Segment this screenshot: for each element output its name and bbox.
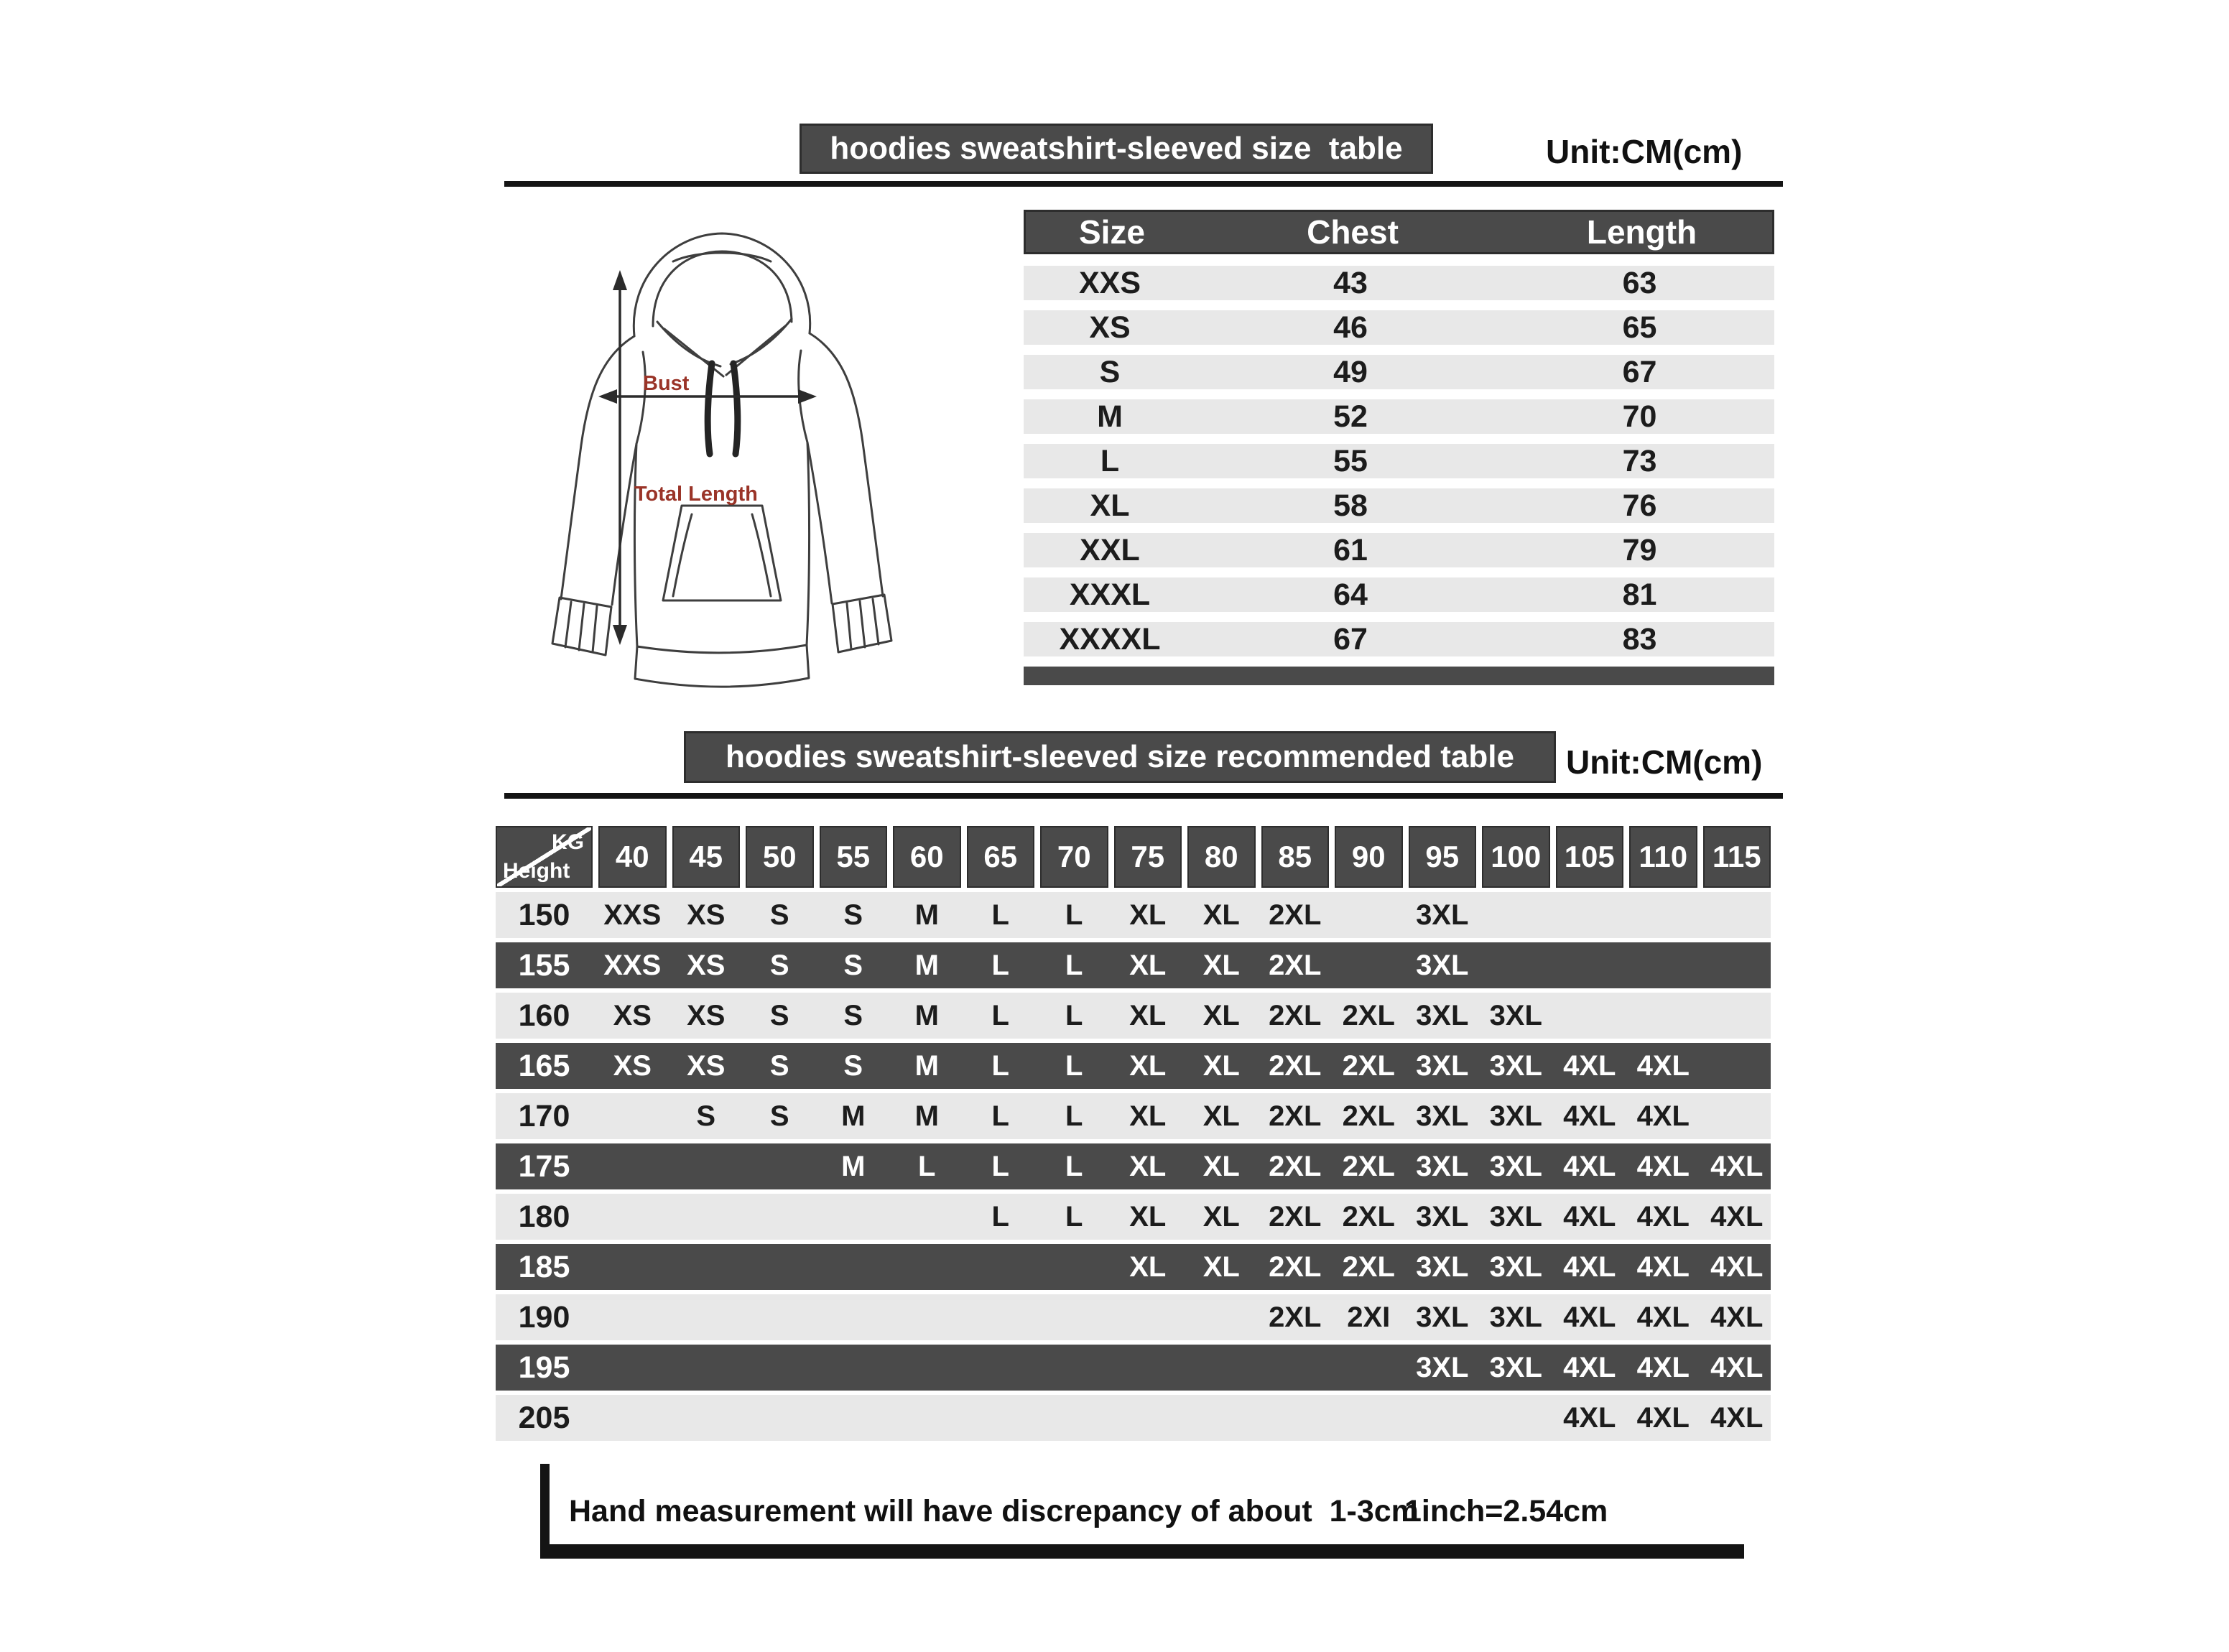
- matrix-size-cell: M: [914, 1049, 939, 1082]
- matrix-size-cell: 4XL: [1563, 1301, 1616, 1333]
- matrix-size-cell: 4XL: [1710, 1150, 1764, 1182]
- matrix-height-label: 160: [518, 998, 570, 1033]
- matrix-size-cell: 4XL: [1563, 1351, 1616, 1383]
- size-table-row: [1024, 488, 1774, 523]
- matrix-corner-cell: [496, 826, 593, 888]
- matrix-size-cell: 3XL: [1489, 1100, 1542, 1132]
- size-table-row: [1024, 266, 1774, 300]
- size-table-body: [1024, 266, 1774, 656]
- matrix-size-cell: L: [1065, 949, 1083, 981]
- matrix-size-cell: L: [1065, 1049, 1083, 1082]
- matrix-size-cell: L: [991, 949, 1009, 981]
- size-table-cell-size: XS: [1089, 310, 1131, 345]
- matrix-size-cell: S: [769, 1100, 789, 1132]
- matrix-size-cell: 4XL: [1636, 1351, 1690, 1383]
- matrix-size-cell: M: [841, 1100, 866, 1132]
- inch-conversion-note: 1inch=2.54cm: [1404, 1494, 1608, 1528]
- matrix-body: [496, 892, 1771, 1441]
- matrix-size-cell: XL: [1202, 1250, 1240, 1283]
- matrix-height-label: 195: [518, 1350, 570, 1385]
- matrix-row: [496, 942, 1771, 988]
- matrix-weight-header-cell: 60: [893, 826, 961, 888]
- size-table-cell-length: 81: [1622, 577, 1657, 612]
- matrix-size-cell: XL: [1129, 999, 1167, 1031]
- matrix-weight-header-cell: 40: [598, 826, 667, 888]
- matrix-size-cell: 2XL: [1342, 999, 1395, 1031]
- matrix-header-row: [496, 826, 1771, 888]
- matrix-size-cell: 4XL: [1636, 1200, 1690, 1233]
- matrix-size-cell: 3XL: [1489, 1301, 1542, 1333]
- matrix-size-cell: L: [991, 1200, 1009, 1233]
- matrix-size-cell: XL: [1129, 1200, 1167, 1233]
- matrix-size-cell: 2XI: [1347, 1301, 1391, 1333]
- matrix-size-cell: L: [991, 1100, 1009, 1132]
- matrix-size-cell: L: [1065, 899, 1083, 931]
- size-table-row: [1024, 355, 1774, 389]
- matrix-size-cell: 4XL: [1563, 1100, 1616, 1132]
- matrix-weight-header-cell: 55: [820, 826, 888, 888]
- size-table-cell-length: 83: [1622, 622, 1657, 656]
- matrix-size-cell: XS: [613, 999, 652, 1031]
- size-table-cell-size: XXS: [1078, 266, 1141, 300]
- bust-label: Bust: [643, 372, 690, 395]
- matrix-size-cell: S: [843, 1049, 863, 1082]
- matrix-size-cell: XXS: [603, 949, 662, 981]
- matrix-size-cell: 2XL: [1342, 1150, 1395, 1182]
- drawstring-right: [733, 363, 738, 454]
- size-table-cell-size: M: [1097, 399, 1123, 434]
- size-table-cell-length: 76: [1622, 488, 1657, 523]
- matrix-size-cell: XL: [1129, 1250, 1167, 1283]
- matrix-weight-header-cell: 115: [1703, 826, 1771, 888]
- size-table-cell-chest: 67: [1333, 622, 1368, 656]
- matrix-size-cell: M: [841, 1150, 866, 1182]
- matrix-height-label: 150: [518, 897, 570, 932]
- matrix-size-cell: 3XL: [1489, 1351, 1542, 1383]
- matrix-size-cell: 3XL: [1416, 1301, 1469, 1333]
- size-table-row: [1024, 622, 1774, 656]
- measurement-note: Hand measurement will have discrepancy of about 1-3cm: [569, 1494, 1419, 1528]
- matrix-size-cell: XXS: [603, 899, 662, 931]
- matrix-row: [496, 1395, 1771, 1441]
- size-table-cell-length: 73: [1622, 444, 1657, 478]
- matrix-size-cell: XL: [1129, 1049, 1167, 1082]
- matrix-size-cell: L: [1065, 1150, 1083, 1182]
- matrix-size-cell: 2XL: [1269, 1250, 1322, 1283]
- matrix-size-cell: L: [991, 1150, 1009, 1182]
- matrix-height-label: 165: [518, 1048, 570, 1083]
- matrix-size-cell: XS: [613, 1049, 652, 1082]
- matrix-height-label: 175: [518, 1148, 570, 1184]
- size-table: [1024, 210, 1774, 685]
- matrix-weight-header-cell: 45: [672, 826, 741, 888]
- matrix-size-cell: 3XL: [1416, 1250, 1469, 1283]
- matrix-size-cell: XL: [1202, 1049, 1240, 1082]
- matrix-size-cell: XS: [687, 1049, 726, 1082]
- matrix-weight-header-cell: 85: [1261, 826, 1330, 888]
- matrix-size-cell: 2XL: [1342, 1049, 1395, 1082]
- matrix-size-cell: M: [914, 949, 939, 981]
- size-table-cell-length: 67: [1622, 355, 1657, 389]
- recommended-table-title: hoodies sweatshirt-sleeved size recommended table: [726, 739, 1514, 774]
- matrix-size-cell: S: [769, 1049, 789, 1082]
- matrix-size-cell: 3XL: [1416, 899, 1469, 931]
- matrix-size-cell: S: [843, 899, 863, 931]
- matrix-weight-header-cell: 100: [1482, 826, 1550, 888]
- hoodie-outline: [552, 233, 891, 687]
- size-table-cell-chest: 64: [1333, 577, 1368, 612]
- size-table-cell-size: XXL: [1080, 533, 1140, 567]
- matrix-row: [496, 1294, 1771, 1340]
- matrix-size-cell: 2XL: [1269, 1150, 1322, 1182]
- matrix-weight-header-cell: 90: [1335, 826, 1403, 888]
- matrix-size-cell: 4XL: [1636, 1100, 1690, 1132]
- matrix-height-label: 190: [518, 1299, 570, 1335]
- matrix-size-cell: XL: [1129, 1100, 1167, 1132]
- matrix-size-cell: 4XL: [1710, 1351, 1764, 1383]
- matrix-size-cell: 3XL: [1489, 999, 1542, 1031]
- matrix-size-cell: L: [991, 899, 1009, 931]
- matrix-weight-header-cell: 95: [1409, 826, 1477, 888]
- matrix-size-cell: XS: [687, 999, 726, 1031]
- matrix-size-cell: S: [769, 999, 789, 1031]
- matrix-size-cell: S: [769, 899, 789, 931]
- size-table-cell-size: XL: [1090, 488, 1130, 523]
- matrix-size-cell: L: [1065, 1200, 1083, 1233]
- size-table-cell-chest: 55: [1333, 444, 1368, 478]
- matrix-size-cell: 2XL: [1269, 949, 1322, 981]
- size-table-cell-chest: 52: [1333, 399, 1368, 434]
- separator-line-middle: [504, 793, 1783, 799]
- matrix-height-label: 185: [518, 1249, 570, 1284]
- size-table-unit-label: Unit:CM(cm): [1546, 133, 1743, 170]
- matrix-size-cell: 3XL: [1416, 1049, 1469, 1082]
- corner-kg-label: KG: [552, 830, 584, 854]
- matrix-weight-header-cell: 110: [1629, 826, 1697, 888]
- matrix-row: [496, 1093, 1771, 1139]
- matrix-size-cell: 3XL: [1416, 1200, 1469, 1233]
- matrix-size-cell: 4XL: [1563, 1250, 1616, 1283]
- matrix-row: [496, 1345, 1771, 1391]
- matrix-size-cell: 4XL: [1636, 1150, 1690, 1182]
- matrix-size-cell: 4XL: [1636, 1049, 1690, 1082]
- matrix-size-cell: 4XL: [1710, 1200, 1764, 1233]
- matrix-size-cell: 2XL: [1342, 1100, 1395, 1132]
- matrix-weight-header-cell: 70: [1040, 826, 1108, 888]
- matrix-size-cell: 3XL: [1416, 1100, 1469, 1132]
- matrix-size-cell: XL: [1202, 1150, 1240, 1182]
- size-table-row: [1024, 444, 1774, 478]
- size-table-cell-size: XXXXL: [1059, 622, 1161, 656]
- matrix-size-cell: XL: [1202, 1100, 1240, 1132]
- size-table-cell-chest: 43: [1333, 266, 1368, 300]
- matrix-weight-header-cell: 65: [967, 826, 1035, 888]
- size-table-title-bar: [800, 124, 1433, 174]
- size-table-cell-length: 70: [1622, 399, 1657, 434]
- size-table-cell-length: 79: [1622, 533, 1657, 567]
- size-table-header-length: Length: [1586, 213, 1697, 251]
- corner-height-label: Height: [503, 859, 570, 883]
- matrix-size-cell: L: [991, 1049, 1009, 1082]
- matrix-height-label: 170: [518, 1098, 570, 1133]
- matrix-size-cell: XL: [1129, 1150, 1167, 1182]
- matrix-size-cell: S: [843, 999, 863, 1031]
- footer-left-bar: [540, 1464, 550, 1544]
- size-table-header-size: Size: [1078, 213, 1146, 251]
- matrix-size-cell: 3XL: [1416, 949, 1469, 981]
- recommended-matrix: [496, 826, 1771, 1441]
- size-table-cell-chest: 61: [1333, 533, 1368, 567]
- matrix-weight-header-cell: 50: [746, 826, 814, 888]
- matrix-size-cell: L: [918, 1150, 936, 1182]
- matrix-size-cell: L: [1065, 1100, 1083, 1132]
- size-table-header: [1024, 210, 1774, 254]
- matrix-size-cell: 4XL: [1563, 1049, 1616, 1082]
- size-table-title: hoodies sweatshirt-sleeved size table: [830, 131, 1403, 166]
- total-length-label: Total Length: [634, 483, 758, 506]
- matrix-size-cell: 3XL: [1416, 999, 1469, 1031]
- size-table-cell-length: 65: [1622, 310, 1657, 345]
- matrix-size-cell: 4XL: [1563, 1200, 1616, 1233]
- matrix-weight-header-cell: 105: [1556, 826, 1624, 888]
- matrix-row: [496, 1043, 1771, 1089]
- matrix-size-cell: 3XL: [1489, 1150, 1542, 1182]
- matrix-size-cell: 2XL: [1269, 1049, 1322, 1082]
- size-table-cell-chest: 58: [1333, 488, 1368, 523]
- matrix-size-cell: 2XL: [1269, 899, 1322, 931]
- matrix-size-cell: XL: [1202, 949, 1240, 981]
- matrix-size-cell: 4XL: [1636, 1250, 1690, 1283]
- separator-line-top: [504, 181, 1783, 187]
- matrix-row: [496, 993, 1771, 1039]
- drawstring-left: [708, 363, 712, 454]
- size-table-cell-size: XXXL: [1069, 577, 1151, 612]
- matrix-size-cell: 4XL: [1563, 1150, 1616, 1182]
- matrix-size-cell: 3XL: [1489, 1200, 1542, 1233]
- matrix-size-cell: 4XL: [1563, 1401, 1616, 1434]
- matrix-size-cell: M: [914, 899, 939, 931]
- size-table-bottom-bar: [1024, 667, 1774, 685]
- size-table-cell-chest: 49: [1333, 355, 1368, 389]
- size-table-cell-length: 63: [1622, 266, 1657, 300]
- matrix-row: [496, 1244, 1771, 1290]
- matrix-row: [496, 892, 1771, 938]
- matrix-size-cell: 2XL: [1269, 999, 1322, 1031]
- matrix-size-cell: XS: [687, 899, 726, 931]
- matrix-size-cell: 4XL: [1710, 1250, 1764, 1283]
- matrix-size-cell: 2XL: [1269, 1301, 1322, 1333]
- matrix-size-cell: XL: [1202, 999, 1240, 1031]
- size-table-row: [1024, 577, 1774, 612]
- matrix-size-cell: S: [769, 949, 789, 981]
- matrix-size-cell: 2XL: [1269, 1100, 1322, 1132]
- matrix-size-cell: XL: [1202, 1200, 1240, 1233]
- matrix-weight-header-cell: 80: [1187, 826, 1256, 888]
- matrix-size-cell: XL: [1202, 899, 1240, 931]
- matrix-size-cell: 4XL: [1710, 1301, 1764, 1333]
- size-table-row: [1024, 399, 1774, 434]
- matrix-size-cell: S: [843, 949, 863, 981]
- matrix-size-cell: XS: [687, 949, 726, 981]
- matrix-size-cell: M: [914, 999, 939, 1031]
- matrix-size-cell: 4XL: [1636, 1401, 1690, 1434]
- size-table-cell-size: L: [1100, 444, 1120, 478]
- size-table-row: [1024, 310, 1774, 345]
- matrix-size-cell: 4XL: [1710, 1401, 1764, 1434]
- matrix-weight-header-cell: 75: [1114, 826, 1182, 888]
- matrix-size-cell: XL: [1129, 899, 1167, 931]
- matrix-height-label: 180: [518, 1199, 570, 1234]
- recommended-table-unit-label: Unit:CM(cm): [1566, 743, 1763, 781]
- matrix-size-cell: 3XL: [1489, 1250, 1542, 1283]
- size-table-header-chest: Chest: [1307, 213, 1399, 251]
- matrix-size-cell: 3XL: [1416, 1351, 1469, 1383]
- matrix-size-cell: 2XL: [1342, 1200, 1395, 1233]
- matrix-size-cell: S: [696, 1100, 716, 1132]
- size-table-row: [1024, 533, 1774, 567]
- matrix-size-cell: XL: [1129, 949, 1167, 981]
- hoodie-measurement-diagram: [521, 215, 923, 697]
- matrix-size-cell: 3XL: [1489, 1049, 1542, 1082]
- matrix-row: [496, 1143, 1771, 1189]
- matrix-row: [496, 1194, 1771, 1240]
- matrix-size-cell: 4XL: [1636, 1301, 1690, 1333]
- matrix-size-cell: 2XL: [1342, 1250, 1395, 1283]
- matrix-height-label: 205: [518, 1400, 570, 1435]
- matrix-size-cell: L: [1065, 999, 1083, 1031]
- size-table-cell-size: S: [1099, 355, 1121, 389]
- matrix-size-cell: M: [914, 1100, 939, 1132]
- matrix-size-cell: L: [991, 999, 1009, 1031]
- matrix-height-label: 155: [518, 947, 570, 983]
- size-table-cell-chest: 46: [1333, 310, 1368, 345]
- recommended-table-title-bar: [684, 731, 1556, 783]
- matrix-size-cell: 3XL: [1416, 1150, 1469, 1182]
- matrix-size-cell: 2XL: [1269, 1200, 1322, 1233]
- footer-bottom-line: [540, 1544, 1744, 1559]
